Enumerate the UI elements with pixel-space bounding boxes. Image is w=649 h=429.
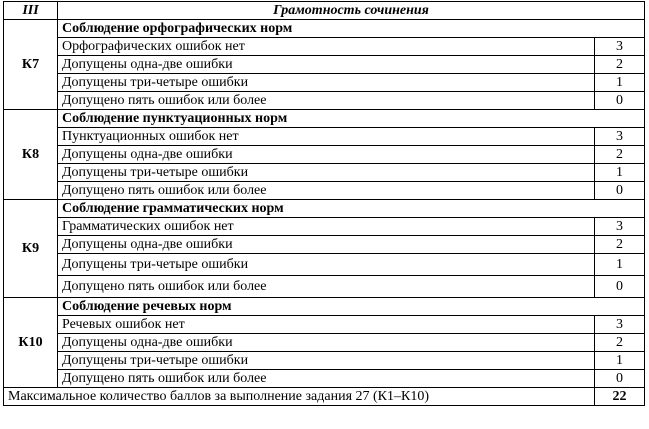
score-description: Допущены одна-две ошибки [58,236,595,254]
score-value: 3 [595,316,645,334]
criterion-title: Соблюдение речевых норм [58,298,645,316]
score-row [4,236,645,254]
criterion-code: К9 [4,200,58,298]
score-row [4,254,645,276]
score-description: Допущено пять ошибок или более [58,276,595,298]
score-description: Допущены одна-две ошибки [58,146,595,164]
score-value: 0 [595,182,645,200]
criterion-code: К10 [4,298,58,388]
score-description: Допущены три-четыре ошибки [58,74,595,92]
section-number: III [4,2,58,20]
total-label: Максимальное количество баллов за выполнение задания 27 (К1–К10) [4,388,595,406]
score-value: 3 [595,218,645,236]
score-description: Речевых ошибок нет [58,316,595,334]
criterion-title: Соблюдение грамматических норм [58,200,645,218]
score-value: 3 [595,38,645,56]
score-value: 1 [595,254,645,276]
score-description: Допущено пять ошибок или более [58,370,595,388]
score-row [4,316,645,334]
score-description: Допущены одна-две ошибки [58,56,595,74]
score-row [4,92,645,110]
score-description: Грамматических ошибок нет [58,218,595,236]
section-header-row [4,2,645,20]
criterion-row [4,298,645,316]
criterion-code: К8 [4,110,58,200]
score-value: 2 [595,56,645,74]
score-description: Орфографических ошибок нет [58,38,595,56]
score-value: 1 [595,74,645,92]
criterion-title: Соблюдение орфографических норм [58,20,645,38]
score-row [4,74,645,92]
total-row [4,388,645,406]
score-row [4,182,645,200]
score-row [4,276,645,298]
score-value: 3 [595,128,645,146]
score-value: 2 [595,236,645,254]
score-value: 1 [595,164,645,182]
score-row [4,164,645,182]
score-row [4,352,645,370]
total-score: 22 [595,388,645,406]
criterion-row [4,20,645,38]
score-description: Допущены одна-две ошибки [58,334,595,352]
criterion-row [4,200,645,218]
score-value: 2 [595,334,645,352]
score-row [4,56,645,74]
score-value: 0 [595,276,645,298]
score-description: Допущено пять ошибок или более [58,182,595,200]
score-value: 1 [595,352,645,370]
score-row [4,146,645,164]
score-row [4,38,645,56]
score-value: 2 [595,146,645,164]
score-description: Пунктуационных ошибок нет [58,128,595,146]
score-description: Допущено пять ошибок или более [58,92,595,110]
score-row [4,370,645,388]
grading-table [3,1,645,406]
score-value: 0 [595,370,645,388]
score-row [4,218,645,236]
criterion-row [4,110,645,128]
score-row [4,334,645,352]
score-row [4,128,645,146]
criterion-code: К7 [4,20,58,110]
score-description: Допущены три-четыре ошибки [58,254,595,276]
section-title: Грамотность сочинения [58,2,645,20]
criterion-title: Соблюдение пунктуационных норм [58,110,645,128]
score-description: Допущены три-четыре ошибки [58,164,595,182]
score-value: 0 [595,92,645,110]
score-description: Допущены три-четыре ошибки [58,352,595,370]
